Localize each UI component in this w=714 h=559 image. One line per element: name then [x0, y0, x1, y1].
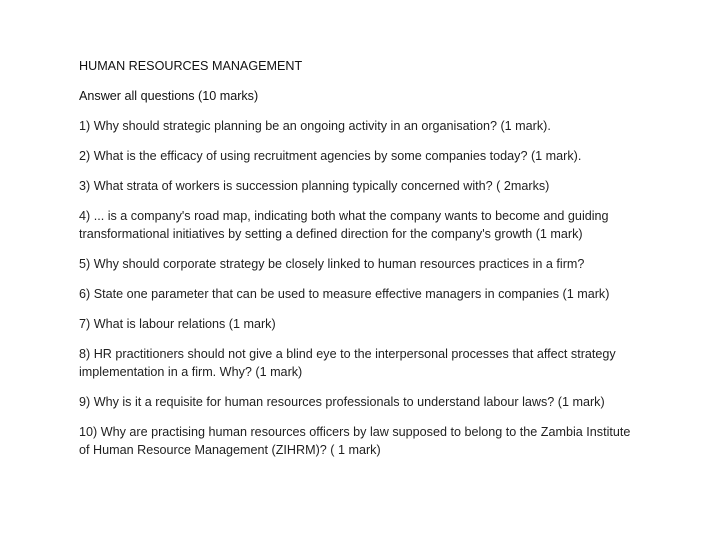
- question-8: 8) HR practitioners should not give a blind eye to the interpersonal processes that affect strategy implementation in a firm. Why? (1 mark): [79, 347, 616, 379]
- question-10: 10) Why are practising human resources officers by law supposed to belong to the Zambia Institute of Human Resource Management (ZIHRM)? ( 1 mark): [79, 425, 631, 457]
- question-7: 7) What is labour relations (1 mark): [79, 317, 276, 331]
- question-3: 3) What strata of workers is succession planning typically concerned with? ( 2marks): [79, 179, 550, 193]
- question-4: 4) ... is a company's road map, indicating both what the company wants to become and guiding transformational initiatives by setting a defined direction for the company's growth (1 mark): [79, 209, 609, 241]
- question-2: 2) What is the efficacy of using recruitment agencies by some companies today? (1 mark).: [79, 149, 582, 163]
- question-9: 9) Why is it a requisite for human resources professionals to understand labour laws? (1 mark): [79, 395, 605, 409]
- document-page: [79, 57, 639, 471]
- document-title: HUMAN RESOURCES MANAGEMENT: [79, 59, 303, 73]
- question-6: 6) State one parameter that can be used to measure effective managers in companies (1 mark): [79, 287, 610, 301]
- question-1: 1) Why should strategic planning be an ongoing activity in an organisation? (1 mark).: [79, 119, 551, 133]
- question-list: [79, 117, 639, 459]
- question-5: 5) Why should corporate strategy be closely linked to human resources practices in a firm?: [79, 257, 585, 271]
- instructions-text: Answer all questions (10 marks): [79, 89, 259, 103]
